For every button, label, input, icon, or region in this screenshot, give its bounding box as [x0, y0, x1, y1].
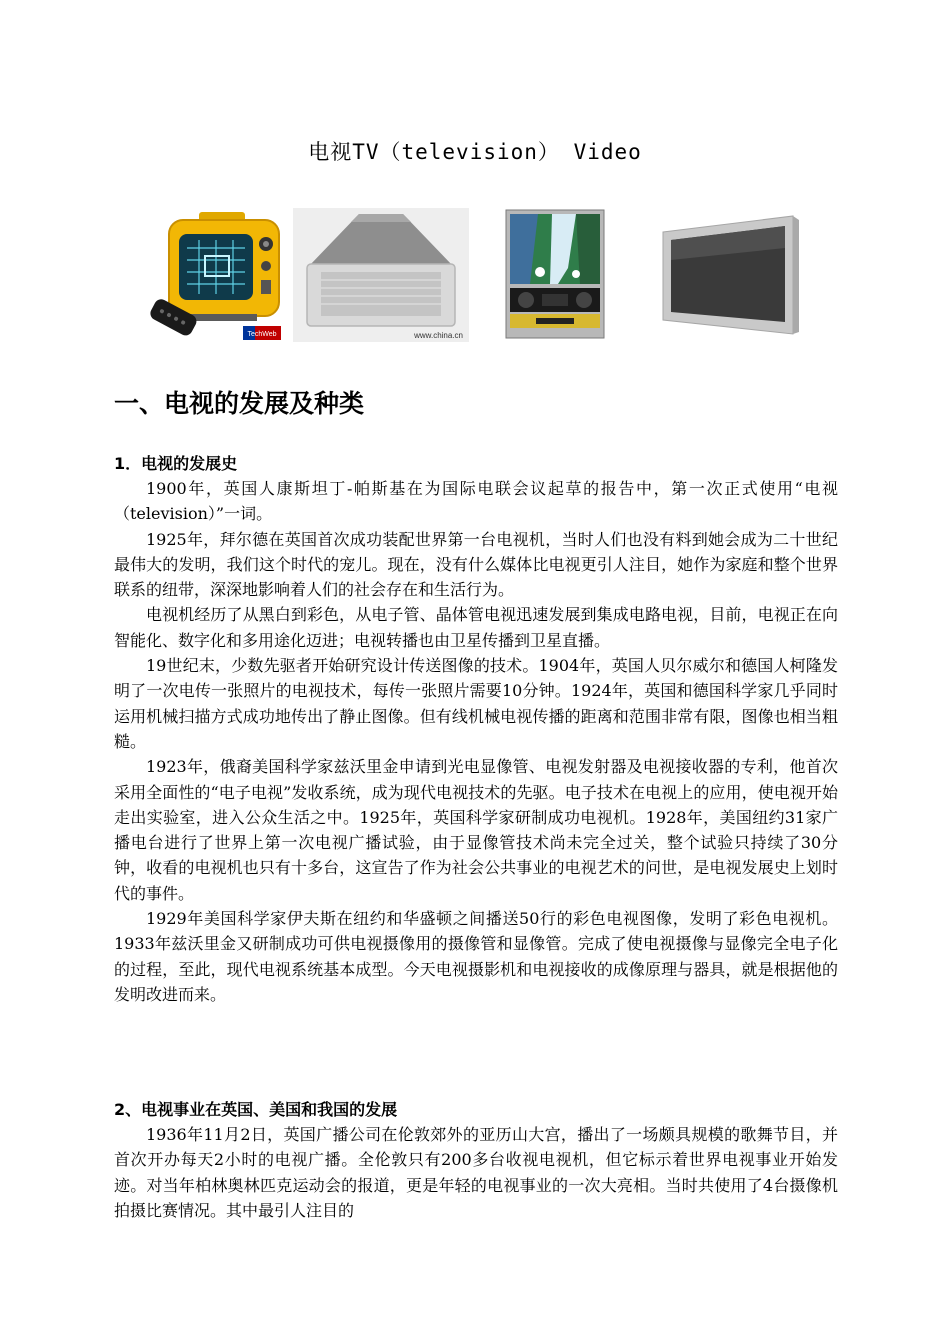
flat-panel-tv-icon	[645, 208, 803, 342]
paragraph-6: 1929年美国科学家伊夫斯在纽约和华盛顿之间播送50行的彩色电视图像，发明了彩色电视机。1933年兹沃里金又研制成功可供电视摄像用的摄像管和显像管。完成了使电视摄像与显像完全电子化的过程，至此，现代电视系统基本成型。今天电视摄影机和电视接收的成像原理与器具，就是根据他的发明改进而来。	[114, 909, 838, 1004]
photo-projection-tv	[480, 208, 631, 342]
subheading-tv-history: 1．电视的发展史	[114, 454, 238, 473]
photo-crt-tv	[293, 208, 469, 342]
document-title: 电视TV（television） Video	[308, 140, 642, 164]
image-caption-techweb: TechWeb	[247, 331, 277, 338]
paragraph-2: 1925年，拜尔德在英国首次成功装配世界第一台电视机，当时人们也没有料到她会成为二十世纪最伟大的发明，我们这个时代的宠儿。现在，没有什么媒体比电视更引人注目，她作为家庭和整个世界联系的纽带，深深地影响着人们的社会存在和生活行为。	[114, 529, 838, 600]
paragraph-1: 1900年，英国人康斯坦丁-帕斯基在为国际电联会议起草的报告中，第一次正式使用“电视（television）”一词。	[114, 479, 838, 524]
image-caption-china-cn: www.china.cn	[414, 331, 463, 340]
paragraph-4: 19世纪末，少数先驱者开始研究设计传送图像的技术。1904年，英国人贝尔威尔和德国人柯隆发明了一次电传一张照片的电视技术，每传一张照片需要10分钟。1924年，英国和德国科学家几乎同时运用机械扫描方式成功地传出了静止图像。但有线机械电视传播的距离和范围非常有限，图像也相当粗糙。	[114, 656, 838, 751]
crt-tv-back-icon	[293, 208, 469, 342]
photo-retro-tv	[147, 208, 283, 342]
paragraph-3: 电视机经历了从黑白到彩色，从电子管、晶体管电视迅速发展到集成电路电视，目前，电视正在向智能化、数字化和多用途化迈进；电视转播也由卫星传播到卫星直播。	[114, 605, 838, 650]
section-tv-industry	[114, 1098, 838, 1223]
heading-section-1: 一、电视的发展及种类	[114, 389, 365, 418]
section-tv-history	[114, 452, 838, 1007]
projection-tv-icon	[480, 208, 631, 342]
retro-yellow-tv-icon	[147, 208, 283, 342]
subheading-tv-industry: 2、电视事业在英国、美国和我国的发展	[114, 1100, 398, 1119]
paragraph-7: 1936年11月2日，英国广播公司在伦敦郊外的亚历山大宫，播出了一场颇具规模的歌舞节目，并首次开办每天2小时的电视广播。全伦敦只有200多台收视电视机，但它标示着世界电视事业开始发迹。对当年柏林奥林匹克运动会的报道，更是年轻的电视事业的一次大亮相。当时共使用了4台摄像机拍摄比赛情况。其中最引人注目的	[114, 1125, 838, 1220]
paragraph-5: 1923年，俄裔美国科学家兹沃里金申请到光电显像管、电视发射器及电视接收器的专利，他首次采用全面性的“电子电视”发收系统，成为现代电视技术的先驱。电子技术在电视上的应用，使电视开始走出实验室，进入公众生活之中。1925年，英国科学家研制成功电视机。1928年，美国纽约31家广播电台进行了世界上第一次电视广播试验，由于显像管技术尚未完全过关，整个试验只持续了30分钟，收看的电视机也只有十多台，这宣告了作为社会公共事业的电视艺术的问世，是电视发展史上划时代的事件。	[114, 757, 838, 903]
photo-flat-tv	[645, 208, 803, 342]
